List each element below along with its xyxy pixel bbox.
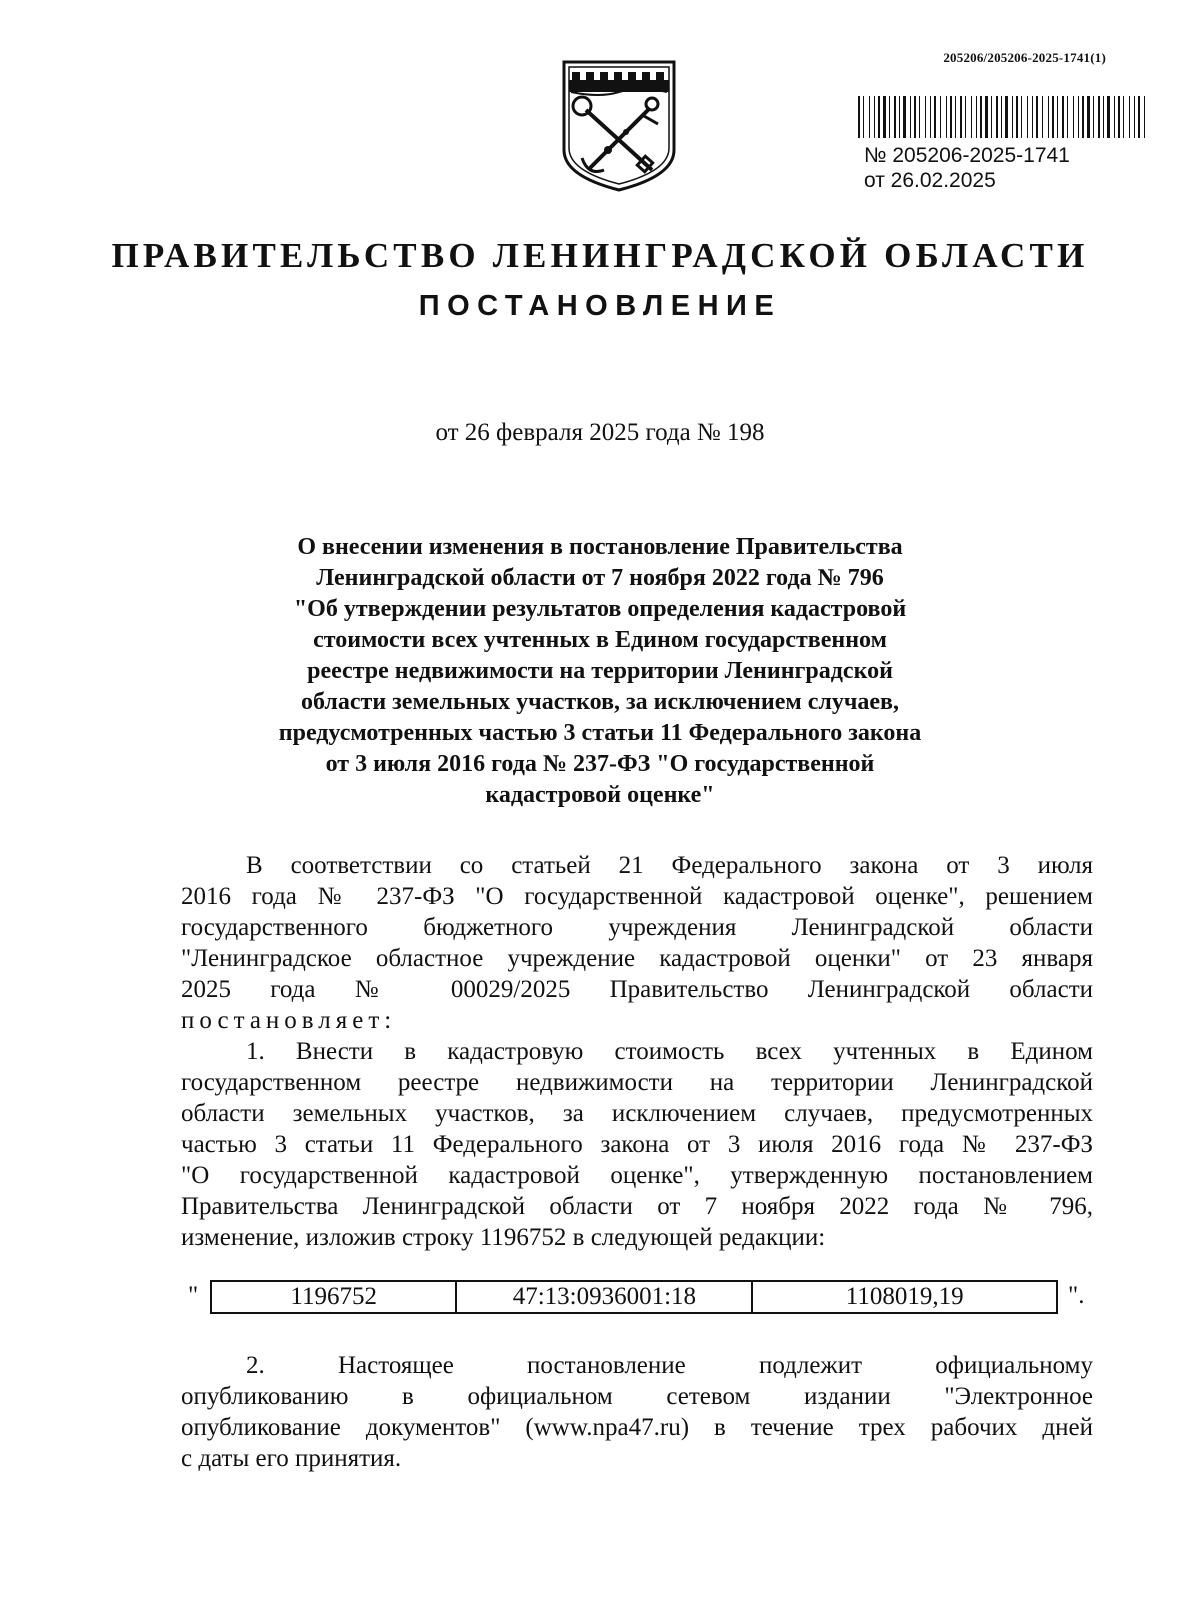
barcode-bar [1103, 96, 1104, 138]
barcode-bar [1073, 96, 1074, 138]
item-2-line: с даты его принятия. [181, 1445, 402, 1472]
barcode-bar [1057, 96, 1058, 138]
item-2 [181, 1350, 1093, 1474]
barcode-bar [980, 96, 982, 138]
barcode-bar [1138, 96, 1140, 138]
subject-line: области земельных участков, за исключением случаев, [301, 689, 899, 715]
barcode-bar [1114, 96, 1115, 138]
registration-block [864, 143, 1070, 193]
barcode-bar [925, 96, 926, 138]
barcode-bar [1087, 96, 1090, 138]
subject-line: О внесении изменения в постановление Правительства [297, 534, 903, 560]
barcode-bar [914, 96, 916, 138]
barcode-bar [1048, 96, 1049, 138]
item-1-line: 1. Внести в кадастровую стоимость всех учтенных в Едином [246, 1038, 1093, 1065]
subject-line: предусмотренных частью 3 статьи 11 Федерального закона [278, 720, 922, 746]
barcode-bar [950, 96, 952, 138]
barcode-bar [869, 96, 870, 138]
subject-line: стоимости всех учтенных в Едином государственном [313, 627, 887, 653]
barcode-bar [1005, 96, 1008, 138]
barcode-bar [1078, 96, 1079, 138]
barcode-bar [930, 96, 931, 138]
subject-line: "Об утверждении результатов определения кадастровой [293, 596, 907, 622]
item-2-line: опубликованию в официальном сетевом издании "Электронное [181, 1383, 1093, 1410]
item-1-line: "О государственной кадастровой оценке", утвержденную постановлением [181, 1162, 1093, 1189]
barcode-bar [991, 96, 992, 138]
barcode-bar [863, 96, 864, 138]
barcode-bar [1036, 96, 1038, 138]
resolution-subject [230, 532, 970, 811]
item-1-line: области земельных участков, за исключением случаев, предусмотренных [181, 1100, 1093, 1127]
barcode-bar [1032, 96, 1033, 138]
barcode-bar [1082, 96, 1084, 138]
document-id: 205206/205206-2025-1741(1) [943, 50, 1106, 65]
barcode-bar [894, 96, 896, 138]
barcode-bar [874, 96, 875, 138]
resolution-date-number: от 26 февраля 2025 года № 198 [435, 419, 765, 446]
edit-row-table [210, 1280, 1058, 1314]
barcode-bar [1021, 96, 1022, 138]
barcode-bar [878, 96, 880, 138]
barcode-bar [965, 96, 966, 138]
barcode-bar [1093, 96, 1094, 138]
edited-row [178, 1280, 1098, 1320]
barcode-bar [1052, 96, 1054, 138]
barcode-bar [976, 96, 977, 138]
barcode-bar [985, 96, 988, 138]
barcode-bar [946, 96, 947, 138]
barcode-bar [1012, 96, 1013, 138]
resolution-body [181, 850, 1093, 1253]
barcode-bar [1118, 96, 1120, 138]
close-quote: ". [1068, 1282, 1085, 1309]
item-2-line: 2. Настоящее постановление подлежит официальному [246, 1352, 1093, 1379]
barcode-bar [903, 96, 906, 138]
barcode-bar [910, 96, 911, 138]
barcode-bar [1016, 96, 1018, 138]
barcode [858, 96, 1148, 138]
barcode-bar [1144, 96, 1145, 138]
barcode-bar [934, 96, 936, 138]
subject-line: от 3 июля 2016 года № 237-ФЗ "О государственной [325, 751, 875, 777]
subject-line: кадастровой оценке" [485, 782, 715, 808]
item-1-line: Правительства Ленинградской области от 7 ноября 2022 года № 796, [181, 1193, 1093, 1220]
resolution-title: ПОСТАНОВЛЕНИЕ [418, 290, 782, 322]
barcode-bar [1107, 96, 1110, 138]
item-1-line: частью 3 статьи 11 Федерального закона от 3 июля 2016 года № 237-ФЗ [181, 1131, 1093, 1158]
subject-line: реестре недвижимости на территории Ленинградской [307, 658, 893, 684]
barcode-bar [919, 96, 920, 138]
cadastral-number-cell: 47:13:0936001:18 [456, 1281, 752, 1313]
barcode-bar [940, 96, 941, 138]
barcode-bar [1098, 96, 1100, 138]
preamble-line: "Ленинградское областное учреждение кадастровой оценки" от 23 января [181, 945, 1093, 972]
barcode-bar [1027, 96, 1028, 138]
item-2-line: опубликование документов" (www.npa47.ru) в течение трех рабочих дней [181, 1414, 1093, 1441]
preamble-line: 2025 года № 00029/2025 Правительство Ленинградской области [181, 976, 1093, 1003]
barcode-bar [960, 96, 962, 138]
open-quote: " [188, 1282, 199, 1309]
row-number-cell: 1196752 [211, 1281, 456, 1313]
preamble-line: 2016 года № 237-ФЗ "О государственной кадастровой оценке", решением [181, 883, 1093, 910]
barcode-bar [858, 96, 860, 138]
government-title: ПРАВИТЕЛЬСТВО ЛЕНИНГРАДСКОЙ ОБЛАСТИ [111, 236, 1089, 275]
registration-date: от 26.02.2025 [864, 169, 996, 192]
coat-of-arms-icon [560, 58, 678, 194]
cadastral-value-cell: 1108019,19 [752, 1281, 1057, 1313]
item-1-line: государственном реестре недвижимости на территории Ленинградской [181, 1069, 1093, 1096]
preamble-line: государственного бюджетного учреждения Ленинградской области [181, 914, 1093, 941]
barcode-bar [1129, 96, 1130, 138]
barcode-bar [1042, 96, 1043, 138]
barcode-bar [1001, 96, 1002, 138]
subject-line: Ленинградской области от 7 ноября 2022 года № 796 [316, 565, 884, 591]
barcode-bar [955, 96, 956, 138]
preamble-line: В соответствии со статьей 21 Федерального закона от 3 июля [246, 852, 1093, 879]
registration-number: № 205206-2025-1741 [864, 144, 1070, 167]
item-1-line: изменение, изложив строку 1196752 в следующей редакции: [181, 1224, 826, 1251]
barcode-bar [996, 96, 998, 138]
barcode-bar [1123, 96, 1124, 138]
barcode-bar [1134, 96, 1135, 138]
barcode-bar [899, 96, 900, 138]
barcode-bar [889, 96, 890, 138]
barcode-bar [1062, 96, 1064, 138]
barcode-bar [971, 96, 972, 138]
table-row [211, 1281, 1057, 1313]
barcode-bar [883, 96, 886, 138]
resolves-word: постановляет: [181, 1007, 397, 1034]
barcode-bar [1067, 96, 1068, 138]
